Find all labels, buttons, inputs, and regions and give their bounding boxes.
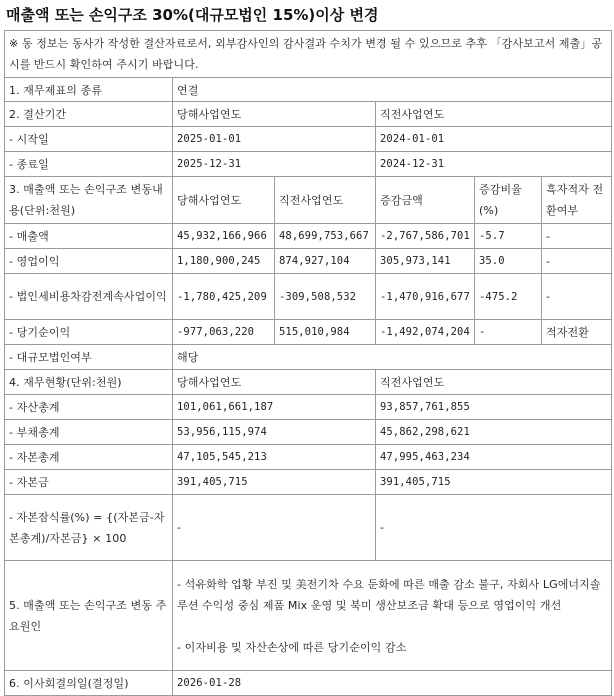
cell-value: -	[542, 249, 612, 274]
cell-value: 2024-12-31	[376, 152, 612, 177]
reason-cell	[173, 561, 612, 671]
row-label: - 시작일	[5, 127, 173, 152]
table-row	[5, 445, 612, 470]
table-row	[5, 127, 612, 152]
table-row	[5, 420, 612, 445]
row-label: 1. 재무제표의 종류	[5, 78, 173, 102]
row-label: - 대규모법인여부	[5, 345, 173, 370]
table-row	[5, 249, 612, 274]
row-label: 5. 매출액 또는 손익구조 변동 주요원인	[5, 561, 173, 671]
cell-value: 101,061,661,187	[173, 395, 376, 420]
cell-value: -1,492,074,204	[376, 320, 475, 345]
cell-value: 93,857,761,855	[376, 395, 612, 420]
row-label: - 자본잠식률(%) = {(자본금-자본총계)/자본금} × 100	[5, 495, 173, 561]
table-row	[5, 320, 612, 345]
cell-value: 적자전환	[542, 320, 612, 345]
row-label: 3. 매출액 또는 손익구조 변동내용(단위:천원)	[5, 177, 173, 224]
column-header: 당해사업연도	[173, 370, 376, 395]
cell-value: -	[542, 274, 612, 320]
cell-value: 47,995,463,234	[376, 445, 612, 470]
cell-value: -2,767,586,701	[376, 224, 475, 249]
cell-value: -	[173, 495, 376, 561]
cell-value: 874,927,104	[275, 249, 376, 274]
cell-value: 45,932,166,966	[173, 224, 275, 249]
column-header: 당해사업연도	[173, 177, 275, 224]
column-header: 직전사업연도	[275, 177, 376, 224]
table-row	[5, 224, 612, 249]
row-label: 4. 재무현황(단위:천원)	[5, 370, 173, 395]
cell-value: -	[376, 495, 612, 561]
row-label: - 당기순이익	[5, 320, 173, 345]
reason-line: - 석유화학 업황 부진 및 美전기차 수요 둔화에 따른 매출 감소 불구, 자회사 LG에너지솔루션 수익성 중심 제품 Mix 운영 및 북미 생산보조금 확대 등으로 영업이익 개선	[177, 577, 601, 612]
table-row	[5, 102, 612, 127]
cell-value: 2024-01-01	[376, 127, 612, 152]
notice-text: ※ 동 정보는 동사가 작성한 결산자료로서, 외부감사인의 감사결과 수치가 변경 될 수 있으므로 추후 「감사보고서 제출」공시를 반드시 확인하여 주시기 바랍니다.	[5, 31, 612, 78]
row-label: - 매출액	[5, 224, 173, 249]
cell-value: 2025-01-01	[173, 127, 376, 152]
column-header: 당해사업연도	[173, 102, 376, 127]
row-label: - 종료일	[5, 152, 173, 177]
cell-value: -	[542, 224, 612, 249]
cell-value: 2026-01-28	[173, 671, 612, 696]
row-value: 연결	[173, 78, 612, 102]
cell-value: 1,180,900,245	[173, 249, 275, 274]
table-row	[5, 671, 612, 696]
cell-value: 305,973,141	[376, 249, 475, 274]
disclosure-table	[4, 30, 612, 696]
reason-line: - 이자비용 및 자산손상에 따른 당기순이익 감소	[177, 640, 407, 654]
table-row	[5, 470, 612, 495]
row-label: - 법인세비용차감전계속사업이익	[5, 274, 173, 320]
table-row	[5, 561, 612, 671]
row-label: 2. 결산기간	[5, 102, 173, 127]
table-row	[5, 78, 612, 102]
row-label: - 자본총계	[5, 445, 173, 470]
cell-value: 2025-12-31	[173, 152, 376, 177]
table-row	[5, 177, 612, 224]
cell-value: 35.0	[475, 249, 542, 274]
cell-value: -1,470,916,677	[376, 274, 475, 320]
column-header: 증감금액	[376, 177, 475, 224]
cell-value: 53,956,115,974	[173, 420, 376, 445]
cell-value: 391,405,715	[376, 470, 612, 495]
cell-value: -309,508,532	[275, 274, 376, 320]
cell-value: 391,405,715	[173, 470, 376, 495]
cell-value: -	[475, 320, 542, 345]
cell-value: 515,010,984	[275, 320, 376, 345]
row-label: - 부채총계	[5, 420, 173, 445]
table-row	[5, 345, 612, 370]
row-label: 6. 이사회결의일(결정일)	[5, 671, 173, 696]
column-header: 직전사업연도	[376, 102, 612, 127]
table-row	[5, 274, 612, 320]
cell-value: -475.2	[475, 274, 542, 320]
column-header: 흑자적자 전환여부	[542, 177, 612, 224]
table-row	[5, 495, 612, 561]
cell-value: -5.7	[475, 224, 542, 249]
page-title: 매출액 또는 손익구조 30%(대규모법인 15%)이상 변경	[6, 6, 379, 24]
cell-value: 45,862,298,621	[376, 420, 612, 445]
cell-value: -1,780,425,209	[173, 274, 275, 320]
table-row	[5, 395, 612, 420]
table-row	[5, 152, 612, 177]
row-label: - 자본금	[5, 470, 173, 495]
column-header: 증감비율 (%)	[475, 177, 542, 224]
table-row	[5, 370, 612, 395]
cell-value: -977,063,220	[173, 320, 275, 345]
cell-value: 48,699,753,667	[275, 224, 376, 249]
row-label: - 자산총계	[5, 395, 173, 420]
row-label: - 영업이익	[5, 249, 173, 274]
cell-value: 47,105,545,213	[173, 445, 376, 470]
column-header: 직전사업연도	[376, 370, 612, 395]
cell-value: 해당	[173, 345, 612, 370]
